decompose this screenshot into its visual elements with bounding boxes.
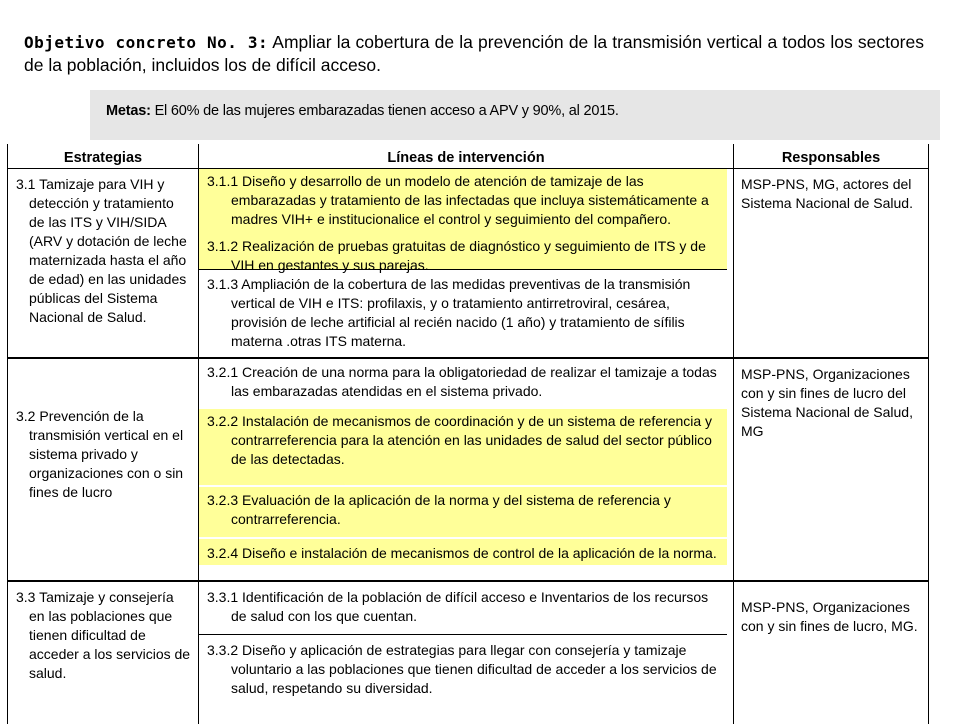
line-item bbox=[199, 359, 727, 409]
line-item bbox=[199, 485, 727, 537]
metas-line bbox=[106, 103, 619, 119]
line-text: 3.1.1 Diseño y desarrollo de un modelo de atención de tamizaje de las embarazadas y tratamiento de las infectadas que incluya sistemáticamente a madres VIH+ e institucionalice el control y seguimiento del compañero. bbox=[207, 173, 709, 227]
line-item bbox=[199, 269, 727, 349]
objective-text: Ampliar la cobertura de la prevención de la transmisión vertical a todos los sectores de la población, incluidos los de difícil acceso. bbox=[24, 32, 924, 75]
line-item bbox=[199, 634, 727, 714]
line-item bbox=[199, 169, 727, 273]
line-text: 3.1.3 Ampliación de la cobertura de las medidas preventivas de la transmisión vertical de VIH e ITS: profilaxis, y o tratamiento antirretroviral, cesárea, provisión de leche artificial al recién nacido (1 año) y tratamiento de sífilis materna .otras ITS materna. bbox=[207, 276, 691, 349]
objective-label: Objetivo concreto No. 3: bbox=[24, 33, 269, 52]
line-item bbox=[199, 409, 727, 485]
lines-cell bbox=[199, 358, 734, 581]
strategy-text: 3.3 Tamizaje y consejería en las poblaciones que tienen dificultad de acceder a los servicios de salud. bbox=[16, 589, 191, 682]
table-row bbox=[8, 169, 929, 358]
header-lines: Líneas de intervención bbox=[387, 150, 545, 166]
metas-box bbox=[90, 90, 940, 140]
strategy-text: 3.2 Prevención de la transmisión vertical en el sistema privado y organizaciones con o sin fines de lucro bbox=[16, 407, 184, 500]
header-responsible: Responsables bbox=[734, 144, 929, 169]
line-text: 3.2.3 Evaluación de la aplicación de la norma y del sistema de referencia y contrarreferencia. bbox=[207, 491, 671, 527]
table-row bbox=[8, 358, 929, 581]
lines-cell bbox=[199, 581, 734, 724]
strategy-cell bbox=[8, 581, 199, 724]
responsible-cell: MSP-PNS, Organizaciones con y sin fines de lucro, MG. bbox=[734, 581, 929, 724]
line-text: 3.1.2 Realización de pruebas gratuitas de diagnóstico y seguimiento de ITS y de VIH en gestantes y sus parejas. bbox=[207, 238, 706, 273]
line-text: 3.3.1 Identificación de la población de difícil acceso e Inventarios de los recursos de salud con los que cuentan. bbox=[207, 589, 709, 625]
line-text: 3.2.1 Creación de una norma para la obligatoriedad de realizar el tamizaje a todas las embarazadas atendidas en el sistema privado. bbox=[207, 363, 717, 399]
table-row bbox=[8, 581, 929, 724]
responsible-cell: MSP-PNS, MG, actores del Sistema Nacional de Salud. bbox=[734, 169, 929, 358]
objective-heading bbox=[24, 31, 924, 77]
strategy-cell bbox=[8, 358, 199, 581]
strategy-cell bbox=[8, 169, 199, 358]
metas-label: Metas: bbox=[106, 103, 151, 119]
metas-text: El 60% de las mujeres embarazadas tienen acceso a APV y 90%, al 2015. bbox=[154, 103, 619, 119]
strategy-table bbox=[7, 144, 929, 724]
line-text: 3.2.2 Instalación de mecanismos de coordinación y de un sistema de referencia y contrarreferencia para la atención en las unidades de salud del sector público de las detectadas. bbox=[207, 412, 713, 467]
header-strategies: Estrategias bbox=[8, 144, 199, 169]
responsible-cell: MSP-PNS, Organizaciones con y sin fines de lucro del Sistema Nacional de Salud, MG bbox=[734, 358, 929, 581]
table-header-row bbox=[8, 144, 929, 169]
strategy-text: 3.1 Tamizaje para VIH y detección y tratamiento de las ITS y VIH/SIDA (ARV y dotación de leche maternizada hasta el año de edad) en las unidades públicas del Sistema Nacional de Salud. bbox=[16, 176, 187, 325]
line-text: 3.3.2 Diseño y aplicación de estrategias para llegar con consejería y tamizaje voluntario a las poblaciones que tienen dificultad de acceder a los servicios de salud, respetando su diversidad. bbox=[207, 642, 717, 697]
line-item bbox=[199, 537, 727, 565]
line-text: 3.2.4 Diseño e instalación de mecanismos de control de la aplicación de la norma. bbox=[207, 544, 717, 561]
line-item bbox=[199, 582, 727, 634]
lines-cell bbox=[199, 169, 734, 358]
